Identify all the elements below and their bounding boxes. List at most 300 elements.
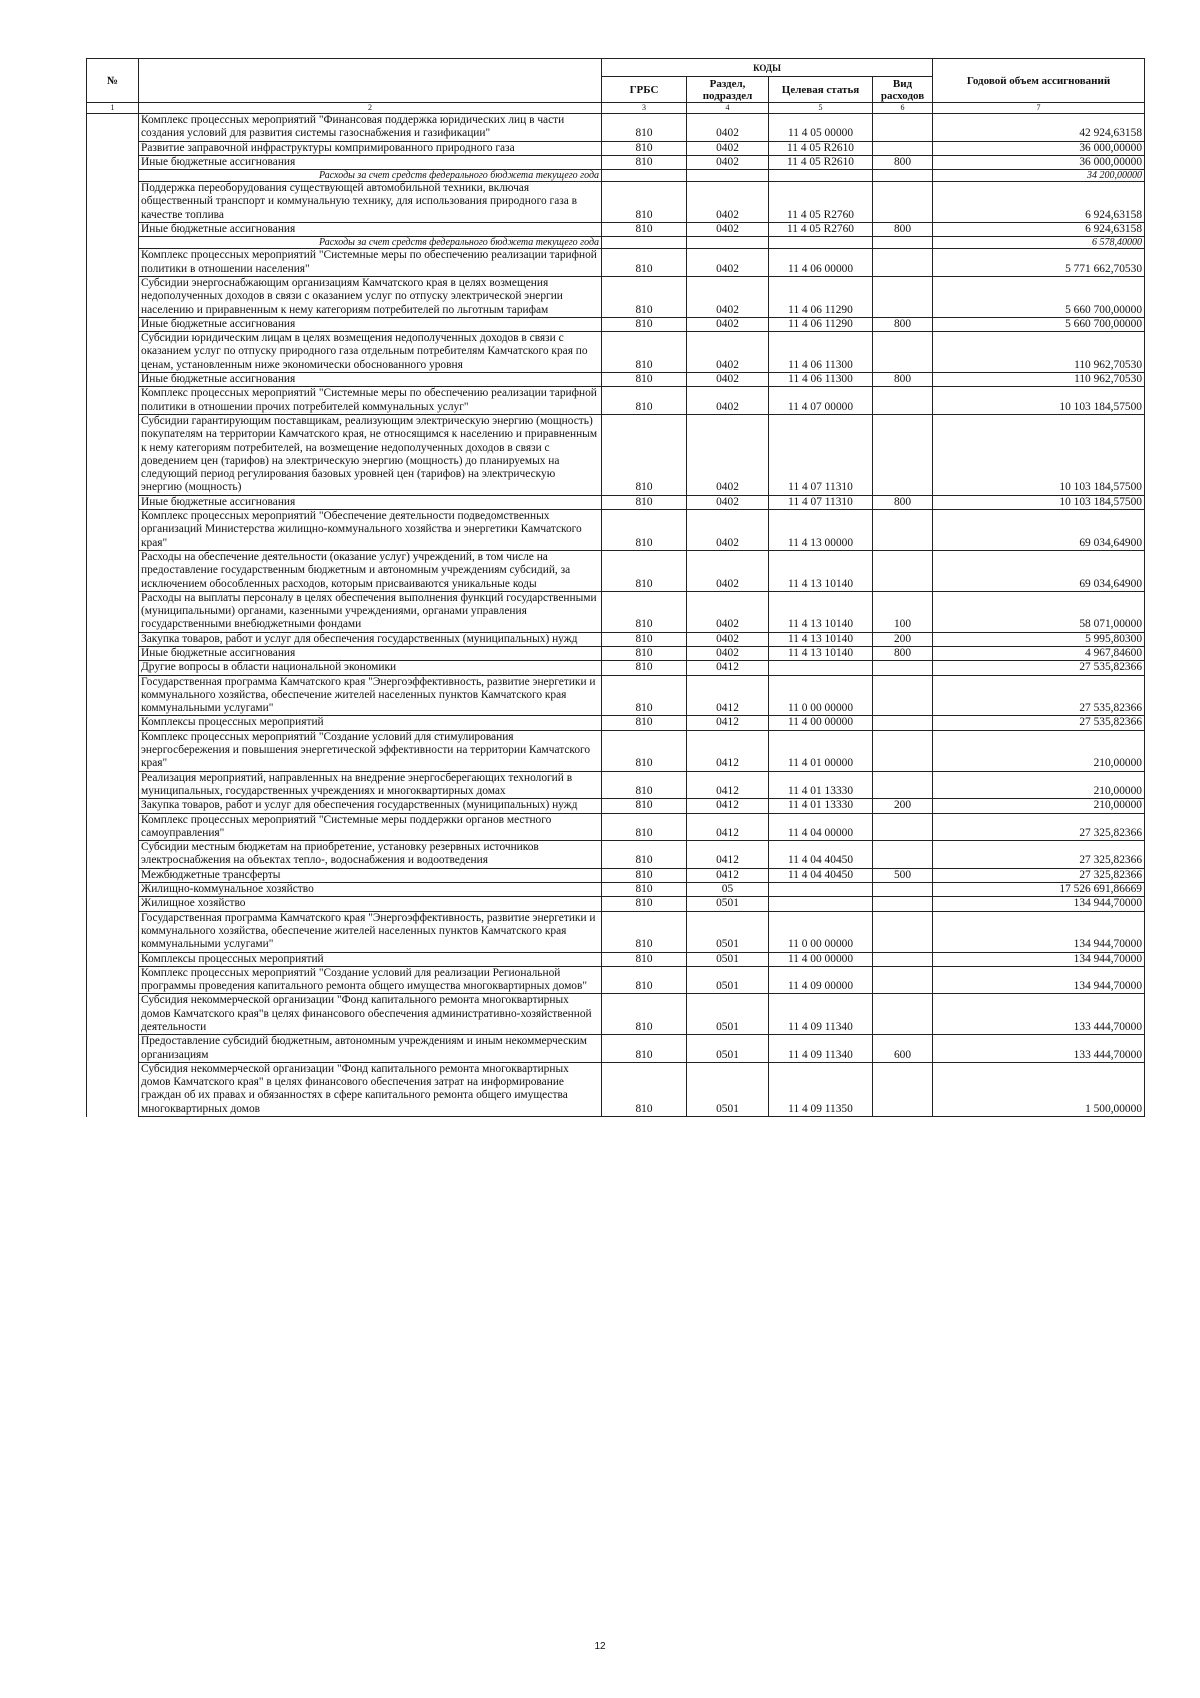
row-target-code: 11 4 05 R2610 — [769, 141, 873, 155]
row-expense-type — [873, 276, 933, 317]
table-row — [87, 317, 1145, 331]
row-expense-type — [873, 387, 933, 415]
table-row — [87, 771, 1145, 799]
row-amount: 134 944,70000 — [933, 952, 1145, 966]
row-target-code: 11 4 05 00000 — [769, 114, 873, 142]
row-amount: 17 526 691,86669 — [933, 883, 1145, 897]
row-number-cell — [87, 373, 139, 387]
row-razdel: 0412 — [687, 661, 769, 675]
row-grbs — [602, 237, 687, 249]
row-number-cell — [87, 994, 139, 1035]
row-name: Государственная программа Камчатского края "Энергоэффективность, развитие энергетики и коммунального хозяйства, обеспечение жителей населенных пунктов Камчатского края коммунальными услугами" — [139, 911, 602, 952]
row-razdel: 0412 — [687, 841, 769, 869]
row-target-code: 11 4 09 11350 — [769, 1062, 873, 1116]
row-number-cell — [87, 675, 139, 716]
row-number-cell — [87, 550, 139, 591]
row-grbs: 810 — [602, 771, 687, 799]
row-name: Расходы на выплаты персоналу в целях обеспечения выполнения функций государственными (муниципальными) органами, казенными учреждениями, органами управления государственными внебюджетными фондами — [139, 591, 602, 632]
row-name: Жилищно-коммунальное хозяйство — [139, 883, 602, 897]
row-razdel: 0501 — [687, 952, 769, 966]
row-target-code: 11 4 13 00000 — [769, 510, 873, 551]
row-name: Расходы за счет средств федерального бюджета текущего года — [139, 170, 602, 182]
row-expense-type: 800 — [873, 317, 933, 331]
table-row — [87, 332, 1145, 373]
row-expense-type: 800 — [873, 373, 933, 387]
row-target-code: 11 4 06 11290 — [769, 317, 873, 331]
row-expense-type: 200 — [873, 632, 933, 646]
row-target-code: 11 4 04 40450 — [769, 868, 873, 882]
row-razdel: 0501 — [687, 911, 769, 952]
table-row — [87, 716, 1145, 730]
row-target-code: 11 4 07 11310 — [769, 414, 873, 495]
row-expense-type — [873, 550, 933, 591]
row-name: Комплекс процессных мероприятий "Системные меры по обеспечению реализации тарифной политики в отношении населения" — [139, 249, 602, 277]
row-number-cell — [87, 1035, 139, 1063]
row-amount: 36 000,00000 — [933, 155, 1145, 169]
row-number-cell — [87, 332, 139, 373]
row-amount: 5 660 700,00000 — [933, 317, 1145, 331]
row-amount: 69 034,64900 — [933, 550, 1145, 591]
row-number-cell — [87, 387, 139, 415]
row-razdel: 0402 — [687, 510, 769, 551]
row-number-cell — [87, 170, 139, 182]
row-target-code: 11 0 00 00000 — [769, 911, 873, 952]
row-razdel: 05 — [687, 883, 769, 897]
row-razdel: 0412 — [687, 813, 769, 841]
row-number-cell — [87, 952, 139, 966]
table-row — [87, 114, 1145, 142]
row-name: Закупка товаров, работ и услуг для обеспечения государственных (муниципальных) нужд — [139, 632, 602, 646]
table-row — [87, 373, 1145, 387]
table-header — [87, 59, 1145, 114]
row-name: Субсидии юридическим лицам в целях возмещения недополученных доходов в связи с оказанием услуг по отпуску природного газа отдельным потребителям Камчатского края по ценам, установленным ниже экономически обоснованного уровня — [139, 332, 602, 373]
row-number-cell — [87, 911, 139, 952]
row-grbs: 810 — [602, 730, 687, 771]
row-amount: 5 660 700,00000 — [933, 276, 1145, 317]
row-target-code: 11 4 06 11300 — [769, 332, 873, 373]
row-grbs: 810 — [602, 675, 687, 716]
row-razdel: 0501 — [687, 897, 769, 911]
colnum: 6 — [873, 103, 933, 114]
page-number: 12 — [594, 1641, 606, 1652]
row-grbs: 810 — [602, 952, 687, 966]
row-number-cell — [87, 799, 139, 813]
row-expense-type — [873, 911, 933, 952]
row-target-code: 11 4 06 11290 — [769, 276, 873, 317]
header-razdel: Раздел, подраздел — [687, 77, 769, 103]
row-grbs: 810 — [602, 716, 687, 730]
row-number-cell — [87, 632, 139, 646]
row-amount: 10 103 184,57500 — [933, 387, 1145, 415]
row-target-code: 11 4 09 11340 — [769, 1035, 873, 1063]
row-amount: 6 924,63158 — [933, 223, 1145, 237]
row-name: Комплекс процессных мероприятий "Создание условий для реализации Региональной программы проведения капитального ремонта общего имущества многоквартирных домов" — [139, 966, 602, 994]
row-target-code: 11 4 01 13330 — [769, 771, 873, 799]
row-number-cell — [87, 141, 139, 155]
row-amount: 133 444,70000 — [933, 1035, 1145, 1063]
row-target-code: 11 4 07 00000 — [769, 387, 873, 415]
row-grbs: 810 — [602, 868, 687, 882]
row-razdel: 0402 — [687, 114, 769, 142]
row-name: Субсидии гарантирующим поставщикам, реализующим электрическую энергию (мощность) покупателям на территории Камчатского края, не относящимся к населению и приравненным к нему категориям потребителей, на возмещение недополученных доходов в связи с доведением цен (тарифов) на электрическую энергию (мощность) до планируемых на следующий период регулирования базовых уровней цен (тарифов) на электрическую энергию (мощность) — [139, 414, 602, 495]
row-number-cell — [87, 495, 139, 509]
row-grbs: 810 — [602, 249, 687, 277]
row-amount: 10 103 184,57500 — [933, 495, 1145, 509]
row-amount: 36 000,00000 — [933, 141, 1145, 155]
table-row — [87, 276, 1145, 317]
row-amount: 10 103 184,57500 — [933, 414, 1145, 495]
row-razdel: 0402 — [687, 276, 769, 317]
row-target-code: 11 4 09 11340 — [769, 994, 873, 1035]
row-amount: 5 995,80300 — [933, 632, 1145, 646]
row-expense-type — [873, 510, 933, 551]
row-name: Комплексы процессных мероприятий — [139, 952, 602, 966]
table-row — [87, 675, 1145, 716]
header-annual: Годовой объем ассигнований — [933, 59, 1145, 103]
row-grbs: 810 — [602, 182, 687, 223]
row-name: Комплексы процессных мероприятий — [139, 716, 602, 730]
row-name: Расходы за счет средств федерального бюджета текущего года — [139, 237, 602, 249]
row-amount: 210,00000 — [933, 771, 1145, 799]
table-row — [87, 223, 1145, 237]
row-name: Субсидии местным бюджетам на приобретение, установку резервных источников электроснабжения на объектах тепло-, водоснабжения и водоотведения — [139, 841, 602, 869]
row-name: Предоставление субсидий бюджетным, автономным учреждениям и иным некоммерческим организациям — [139, 1035, 602, 1063]
row-expense-type — [873, 249, 933, 277]
row-target-code: 11 4 09 00000 — [769, 966, 873, 994]
row-number-cell — [87, 317, 139, 331]
row-target-code: 11 4 13 10140 — [769, 591, 873, 632]
row-number-cell — [87, 646, 139, 660]
row-razdel: 0402 — [687, 591, 769, 632]
row-razdel: 0402 — [687, 632, 769, 646]
row-razdel: 0412 — [687, 716, 769, 730]
header-name — [139, 59, 602, 103]
row-name: Поддержка переоборудования существующей автомобильной техники, включая общественный транспорт и коммунальную технику, для использования природного газа в качестве топлива — [139, 182, 602, 223]
row-target-code — [769, 237, 873, 249]
row-number-cell — [87, 883, 139, 897]
row-name: Иные бюджетные ассигнования — [139, 317, 602, 331]
row-grbs: 810 — [602, 799, 687, 813]
row-name: Комплекс процессных мероприятий "Финансовая поддержка юридических лиц в части создания условий для развития системы газоснабжения и газификации" — [139, 114, 602, 142]
row-target-code: 11 4 05 R2610 — [769, 155, 873, 169]
row-expense-type — [873, 661, 933, 675]
row-amount: 58 071,00000 — [933, 591, 1145, 632]
row-grbs: 810 — [602, 317, 687, 331]
table-row — [87, 868, 1145, 882]
table-row — [87, 182, 1145, 223]
table-row — [87, 141, 1145, 155]
row-amount: 69 034,64900 — [933, 510, 1145, 551]
row-razdel: 0402 — [687, 317, 769, 331]
table-row — [87, 550, 1145, 591]
row-amount: 27 325,82366 — [933, 868, 1145, 882]
row-target-code: 11 4 13 10140 — [769, 632, 873, 646]
row-amount: 4 967,84600 — [933, 646, 1145, 660]
header-codes: КОДЫ — [602, 59, 933, 77]
row-grbs — [602, 170, 687, 182]
row-name: Комплекс процессных мероприятий "Создание условий для стимулирования энергосбережения и повышения энергетической эффективности на территории Камчатского края" — [139, 730, 602, 771]
row-expense-type — [873, 114, 933, 142]
table-row — [87, 1035, 1145, 1063]
row-grbs: 810 — [602, 966, 687, 994]
table-row — [87, 237, 1145, 249]
row-target-code: 11 4 01 13330 — [769, 799, 873, 813]
table-row — [87, 387, 1145, 415]
row-target-code — [769, 170, 873, 182]
row-grbs: 810 — [602, 332, 687, 373]
row-amount: 210,00000 — [933, 730, 1145, 771]
row-number-cell — [87, 1062, 139, 1116]
row-razdel: 0412 — [687, 675, 769, 716]
row-name: Государственная программа Камчатского края "Энергоэффективность, развитие энергетики и коммунального хозяйства, обеспечение жителей населенных пунктов Камчатского края коммунальными услугами" — [139, 675, 602, 716]
row-expense-type — [873, 141, 933, 155]
row-expense-type — [873, 841, 933, 869]
table-row — [87, 897, 1145, 911]
row-name: Комплекс процессных мероприятий "Системные меры по обеспечению реализации тарифной политики в отношении прочих потребителей коммунальных услуг" — [139, 387, 602, 415]
row-amount: 133 444,70000 — [933, 994, 1145, 1035]
row-grbs: 810 — [602, 591, 687, 632]
row-number-cell — [87, 114, 139, 142]
row-expense-type: 800 — [873, 646, 933, 660]
budget-table — [86, 58, 1145, 1117]
row-razdel: 0402 — [687, 495, 769, 509]
row-number-cell — [87, 716, 139, 730]
row-name: Субсидии энергоснабжающим организациям Камчатского края в целях возмещения недополученных доходов в связи с оказанием услуг по отпуску электрической энергии населению и приравненным к нему категориям потребителей по льготным тарифам — [139, 276, 602, 317]
row-expense-type — [873, 883, 933, 897]
row-expense-type: 600 — [873, 1035, 933, 1063]
row-name: Комплекс процессных мероприятий "Обеспечение деятельности подведомственных организаций Министерства жилищно-коммунального хозяйства и энергетики Камчатского края" — [139, 510, 602, 551]
row-expense-type: 800 — [873, 495, 933, 509]
table-body — [87, 114, 1145, 1117]
colnum: 5 — [769, 103, 873, 114]
table-row — [87, 841, 1145, 869]
row-name: Закупка товаров, работ и услуг для обеспечения государственных (муниципальных) нужд — [139, 799, 602, 813]
row-name: Межбюджетные трансферты — [139, 868, 602, 882]
row-number-cell — [87, 591, 139, 632]
row-target-code — [769, 897, 873, 911]
row-razdel: 0402 — [687, 550, 769, 591]
row-name: Другие вопросы в области национальной экономики — [139, 661, 602, 675]
row-name: Иные бюджетные ассигнования — [139, 223, 602, 237]
row-grbs: 810 — [602, 994, 687, 1035]
table-row — [87, 170, 1145, 182]
row-name: Реализация мероприятий, направленных на внедрение энергосберегающих технологий в муниципальных, государственных учреждениях и многоквартирных домах — [139, 771, 602, 799]
row-target-code: 11 4 00 00000 — [769, 952, 873, 966]
row-grbs: 810 — [602, 813, 687, 841]
row-razdel: 0402 — [687, 387, 769, 415]
row-expense-type — [873, 966, 933, 994]
row-number-cell — [87, 510, 139, 551]
row-razdel: 0412 — [687, 730, 769, 771]
row-amount: 110 962,70530 — [933, 332, 1145, 373]
row-expense-type — [873, 897, 933, 911]
row-razdel: 0402 — [687, 373, 769, 387]
row-razdel: 0402 — [687, 332, 769, 373]
row-target-code: 11 4 01 00000 — [769, 730, 873, 771]
row-target-code — [769, 883, 873, 897]
row-expense-type — [873, 332, 933, 373]
row-grbs: 810 — [602, 223, 687, 237]
row-razdel: 0402 — [687, 249, 769, 277]
row-name: Иные бюджетные ассигнования — [139, 495, 602, 509]
row-target-code: 11 4 05 R2760 — [769, 223, 873, 237]
header-grbs: ГРБС — [602, 77, 687, 103]
table-row — [87, 883, 1145, 897]
row-grbs: 810 — [602, 414, 687, 495]
colnum: 4 — [687, 103, 769, 114]
row-razdel — [687, 237, 769, 249]
row-expense-type: 800 — [873, 223, 933, 237]
header-num: № — [87, 59, 139, 103]
row-target-code — [769, 661, 873, 675]
row-expense-type — [873, 952, 933, 966]
table-row — [87, 730, 1145, 771]
row-razdel: 0501 — [687, 1035, 769, 1063]
row-name: Субсидия некоммерческой организации "Фонд капитального ремонта многоквартирных домов Камчатского края" в целях финансового обеспечения затрат на информирование граждан об их правах и обязанностях в сфере капитального ремонта общего имущества многоквартирных домов — [139, 1062, 602, 1116]
row-razdel: 0412 — [687, 771, 769, 799]
colnum: 1 — [87, 103, 139, 114]
row-amount: 134 944,70000 — [933, 897, 1145, 911]
row-razdel: 0501 — [687, 1062, 769, 1116]
row-expense-type — [873, 170, 933, 182]
row-expense-type: 500 — [873, 868, 933, 882]
row-name: Расходы на обеспечение деятельности (оказание услуг) учреждений, в том числе на предоставление государственным бюджетным и автономным учреждениям субсидий, за исключением обособленных расходов, которым присваиваются уникальные коды — [139, 550, 602, 591]
row-number-cell — [87, 182, 139, 223]
row-number-cell — [87, 771, 139, 799]
row-target-code: 11 4 04 40450 — [769, 841, 873, 869]
row-amount: 27 325,82366 — [933, 813, 1145, 841]
row-number-cell — [87, 237, 139, 249]
row-name: Развитие заправочной инфраструктуры компримированного природного газа — [139, 141, 602, 155]
row-name: Иные бюджетные ассигнования — [139, 646, 602, 660]
row-grbs: 810 — [602, 646, 687, 660]
row-amount: 27 325,82366 — [933, 841, 1145, 869]
table-row — [87, 510, 1145, 551]
row-amount: 1 500,00000 — [933, 1062, 1145, 1116]
row-expense-type — [873, 237, 933, 249]
row-number-cell — [87, 868, 139, 882]
row-expense-type — [873, 771, 933, 799]
row-amount: 5 771 662,70530 — [933, 249, 1145, 277]
row-name: Субсидия некоммерческой организации "Фонд капитального ремонта многоквартирных домов Камчатского края"в целях финансового обеспечения административно-хозяйственной деятельности — [139, 994, 602, 1035]
row-razdel: 0402 — [687, 182, 769, 223]
row-amount: 27 535,82366 — [933, 661, 1145, 675]
row-grbs: 810 — [602, 911, 687, 952]
row-grbs: 810 — [602, 897, 687, 911]
row-grbs: 810 — [602, 1035, 687, 1063]
row-expense-type — [873, 813, 933, 841]
row-razdel: 0402 — [687, 646, 769, 660]
row-target-code: 11 4 05 R2760 — [769, 182, 873, 223]
row-grbs: 810 — [602, 841, 687, 869]
row-expense-type — [873, 716, 933, 730]
row-amount: 210,00000 — [933, 799, 1145, 813]
table-row — [87, 646, 1145, 660]
row-grbs: 810 — [602, 632, 687, 646]
row-number-cell — [87, 414, 139, 495]
row-target-code: 11 4 07 11310 — [769, 495, 873, 509]
row-number-cell — [87, 661, 139, 675]
colnum: 7 — [933, 103, 1145, 114]
row-amount: 27 535,82366 — [933, 716, 1145, 730]
row-grbs: 810 — [602, 114, 687, 142]
table-row — [87, 952, 1145, 966]
row-amount: 27 535,82366 — [933, 675, 1145, 716]
row-number-cell — [87, 249, 139, 277]
row-grbs: 810 — [602, 276, 687, 317]
table-row — [87, 414, 1145, 495]
row-number-cell — [87, 813, 139, 841]
row-grbs: 810 — [602, 373, 687, 387]
table-row — [87, 661, 1145, 675]
row-expense-type — [873, 994, 933, 1035]
row-number-cell — [87, 897, 139, 911]
row-razdel: 0412 — [687, 868, 769, 882]
table-row — [87, 495, 1145, 509]
row-amount: 134 944,70000 — [933, 966, 1145, 994]
row-grbs: 810 — [602, 155, 687, 169]
table-row — [87, 813, 1145, 841]
row-razdel — [687, 170, 769, 182]
row-name: Жилищное хозяйство — [139, 897, 602, 911]
row-razdel: 0402 — [687, 414, 769, 495]
row-target-code: 11 4 04 00000 — [769, 813, 873, 841]
row-name: Иные бюджетные ассигнования — [139, 373, 602, 387]
row-razdel: 0402 — [687, 141, 769, 155]
header-vid: Вид расходов — [873, 77, 933, 103]
table-row — [87, 249, 1145, 277]
table-row — [87, 591, 1145, 632]
row-razdel: 0501 — [687, 966, 769, 994]
row-expense-type — [873, 182, 933, 223]
row-number-cell — [87, 223, 139, 237]
row-razdel: 0402 — [687, 223, 769, 237]
table-row — [87, 1062, 1145, 1116]
row-expense-type — [873, 1062, 933, 1116]
row-amount: 134 944,70000 — [933, 911, 1145, 952]
row-amount: 6 578,40000 — [933, 237, 1145, 249]
row-number-cell — [87, 155, 139, 169]
row-razdel: 0412 — [687, 799, 769, 813]
table-row — [87, 799, 1145, 813]
row-target-code: 11 4 06 11300 — [769, 373, 873, 387]
header-column-numbers — [87, 103, 1145, 114]
table-row — [87, 966, 1145, 994]
colnum: 3 — [602, 103, 687, 114]
row-amount: 34 200,00000 — [933, 170, 1145, 182]
row-target-code: 11 4 13 10140 — [769, 550, 873, 591]
row-expense-type: 100 — [873, 591, 933, 632]
row-amount: 110 962,70530 — [933, 373, 1145, 387]
table-row — [87, 632, 1145, 646]
row-expense-type — [873, 730, 933, 771]
header-tselevaya: Целевая статья — [769, 77, 873, 103]
row-target-code: 11 4 13 10140 — [769, 646, 873, 660]
row-expense-type: 800 — [873, 155, 933, 169]
row-number-cell — [87, 276, 139, 317]
table-row — [87, 911, 1145, 952]
row-amount: 6 924,63158 — [933, 182, 1145, 223]
row-grbs: 810 — [602, 510, 687, 551]
row-expense-type: 200 — [873, 799, 933, 813]
row-grbs: 810 — [602, 1062, 687, 1116]
row-grbs: 810 — [602, 495, 687, 509]
row-razdel: 0501 — [687, 994, 769, 1035]
row-number-cell — [87, 966, 139, 994]
row-target-code: 11 4 06 00000 — [769, 249, 873, 277]
row-grbs: 810 — [602, 661, 687, 675]
row-grbs: 810 — [602, 883, 687, 897]
